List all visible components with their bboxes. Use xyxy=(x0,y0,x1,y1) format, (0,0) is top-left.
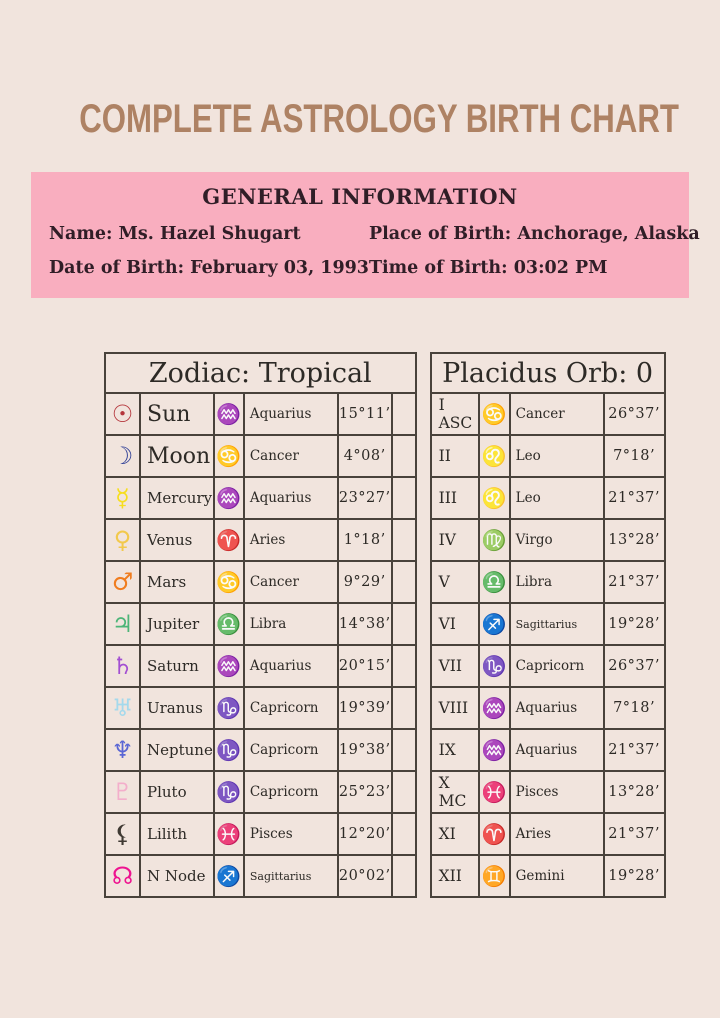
lilith-icon: ⚸ xyxy=(113,820,132,848)
sign-name: Sagittarius xyxy=(249,869,312,883)
degrees: 21°37’ xyxy=(608,742,660,758)
planet-row xyxy=(105,645,416,687)
venus-icon: ♀ xyxy=(113,526,132,554)
nnode-icon: ☊ xyxy=(111,862,134,890)
sign-name: Leo xyxy=(515,448,541,464)
house-row xyxy=(431,435,665,477)
degrees: 7°18’ xyxy=(613,448,656,464)
sign-name: Libra xyxy=(249,616,287,632)
sign-name: Capricorn xyxy=(515,658,585,674)
time-of-birth-field: Time of Birth: 03:02 PM xyxy=(368,258,608,278)
planet-row xyxy=(105,519,416,561)
sign-name: Aquarius xyxy=(515,742,578,758)
zodiac-table xyxy=(104,352,417,898)
general-info-right-column xyxy=(369,217,699,285)
planet-name: Jupiter xyxy=(147,615,200,633)
sign-name: Aries xyxy=(249,532,286,548)
degrees: 15°11’ xyxy=(338,406,391,422)
degrees: 12°20’ xyxy=(338,826,391,842)
capricorn-icon: ♑ xyxy=(481,653,507,678)
leo-icon: ♌ xyxy=(481,485,507,510)
degrees: 23°27’ xyxy=(338,490,391,506)
planet-row xyxy=(105,729,416,771)
degrees: 21°37’ xyxy=(608,826,660,842)
house-name: I ASC xyxy=(438,396,473,432)
planet-name: Uranus xyxy=(147,699,203,717)
planet-name: Venus xyxy=(147,531,193,549)
moon-icon: ☽ xyxy=(111,442,134,470)
gemini-icon: ♊ xyxy=(481,863,507,888)
sign-name: Pisces xyxy=(515,784,559,800)
degrees: 9°29’ xyxy=(343,574,386,590)
house-name: IV xyxy=(438,531,456,549)
house-row xyxy=(431,645,665,687)
degrees: 1°18’ xyxy=(343,532,386,548)
cancer-icon: ♋ xyxy=(216,443,242,468)
house-row xyxy=(431,771,665,813)
sign-name: Cancer xyxy=(515,406,565,422)
cancer-icon: ♋ xyxy=(481,401,507,426)
sign-name: Aquarius xyxy=(515,700,578,716)
house-row xyxy=(431,813,665,855)
sign-name: Gemini xyxy=(515,868,565,884)
house-name: XII xyxy=(438,867,462,885)
degrees: 13°28’ xyxy=(608,532,660,548)
general-info-fields xyxy=(31,209,700,285)
name-field: Name: Ms. Hazel Shugart xyxy=(49,224,301,244)
house-name: X MC xyxy=(438,774,467,810)
pluto-icon: ♇ xyxy=(111,778,134,806)
planet-name: Mars xyxy=(147,573,187,591)
sign-name: Pisces xyxy=(249,826,293,842)
general-info-left-column xyxy=(49,217,369,285)
house-row xyxy=(431,561,665,603)
planet-row xyxy=(105,561,416,603)
page-title: COMPLETE ASTROLOGY BIRTH CHART xyxy=(79,97,679,141)
house-row xyxy=(431,477,665,519)
house-name: VIII xyxy=(438,699,469,717)
degrees: 20°15’ xyxy=(338,658,391,674)
house-name: II xyxy=(438,447,451,465)
houses-table-header: Placidus Orb: 0 xyxy=(431,353,665,393)
sign-name: Aquarius xyxy=(249,406,312,422)
planet-name: Mercury xyxy=(147,489,213,507)
house-name: III xyxy=(438,489,457,507)
planet-name: N Node xyxy=(147,867,206,885)
degrees: 21°37’ xyxy=(608,490,660,506)
degrees: 19°28’ xyxy=(608,868,660,884)
capricorn-icon: ♑ xyxy=(216,695,242,720)
aries-icon: ♈ xyxy=(481,821,507,846)
degrees: 20°02’ xyxy=(338,868,391,884)
planet-row xyxy=(105,477,416,519)
sun-icon: ☉ xyxy=(111,400,134,428)
planet-row xyxy=(105,435,416,477)
degrees: 19°39’ xyxy=(338,700,391,716)
houses-table-header-row xyxy=(431,353,665,393)
sign-name: Aries xyxy=(515,826,552,842)
aquarius-icon: ♒ xyxy=(216,653,242,678)
libra-icon: ♎ xyxy=(216,611,242,636)
place-of-birth-field: Place of Birth: Anchorage, Alaska xyxy=(368,224,700,244)
uranus-icon: ♅ xyxy=(111,694,134,722)
degrees: 19°38’ xyxy=(338,742,391,758)
planet-row xyxy=(105,813,416,855)
aquarius-icon: ♒ xyxy=(481,695,507,720)
sign-name: Virgo xyxy=(515,532,553,548)
sign-name: Sagittarius xyxy=(515,617,578,631)
houses-table xyxy=(430,352,666,898)
house-row xyxy=(431,519,665,561)
pisces-icon: ♓ xyxy=(216,821,242,846)
degrees: 26°37’ xyxy=(608,658,660,674)
degrees: 21°37’ xyxy=(608,574,660,590)
planet-row xyxy=(105,603,416,645)
zodiac-table-header-row xyxy=(105,353,416,393)
capricorn-icon: ♑ xyxy=(216,779,242,804)
house-name: XI xyxy=(438,825,456,843)
house-name: IX xyxy=(438,741,456,759)
sign-name: Capricorn xyxy=(249,784,319,800)
planet-row xyxy=(105,687,416,729)
planet-name: Moon xyxy=(147,443,211,469)
date-of-birth-field: Date of Birth: February 03, 1993 xyxy=(49,258,369,278)
degrees: 19°28’ xyxy=(608,616,660,632)
sign-name: Leo xyxy=(515,490,541,506)
mercury-icon: ☿ xyxy=(115,484,130,512)
degrees: 13°28’ xyxy=(608,784,660,800)
planet-row xyxy=(105,771,416,813)
neptune-icon: ♆ xyxy=(111,736,134,764)
planet-name: Pluto xyxy=(147,783,187,801)
capricorn-icon: ♑ xyxy=(216,737,242,762)
planet-row xyxy=(105,855,416,897)
sign-name: Capricorn xyxy=(249,700,319,716)
saturn-icon: ♄ xyxy=(111,652,134,680)
virgo-icon: ♍ xyxy=(481,527,507,552)
house-row xyxy=(431,393,665,435)
libra-icon: ♎ xyxy=(481,569,507,594)
sign-name: Cancer xyxy=(249,574,299,590)
mars-icon: ♂ xyxy=(111,568,134,596)
sagittarius-icon: ♐ xyxy=(216,863,242,888)
house-row xyxy=(431,729,665,771)
house-row xyxy=(431,687,665,729)
chart-tables xyxy=(104,352,666,898)
leo-icon: ♌ xyxy=(481,443,507,468)
sign-name: Aquarius xyxy=(249,490,312,506)
cancer-icon: ♋ xyxy=(216,569,242,594)
sign-name: Libra xyxy=(515,574,553,590)
aquarius-icon: ♒ xyxy=(481,737,507,762)
degrees: 14°38’ xyxy=(338,616,391,632)
degrees: 4°08’ xyxy=(343,448,386,464)
house-name: V xyxy=(438,573,450,591)
pisces-icon: ♓ xyxy=(481,779,507,804)
general-info-heading: GENERAL INFORMATION xyxy=(202,184,518,209)
planet-name: Saturn xyxy=(147,657,199,675)
planet-name: Neptune xyxy=(147,741,213,759)
degrees: 26°37’ xyxy=(608,406,660,422)
zodiac-table-header: Zodiac: Tropical xyxy=(105,353,416,393)
house-row xyxy=(431,603,665,645)
sign-name: Capricorn xyxy=(249,742,319,758)
aquarius-icon: ♒ xyxy=(216,485,242,510)
aquarius-icon: ♒ xyxy=(216,401,242,426)
sign-name: Aquarius xyxy=(249,658,312,674)
house-name: VI xyxy=(438,615,456,633)
degrees: 25°23’ xyxy=(338,784,391,800)
degrees: 7°18’ xyxy=(613,700,656,716)
planet-name: Sun xyxy=(147,401,191,427)
planet-name: Lilith xyxy=(147,825,188,843)
general-info-panel xyxy=(31,172,700,298)
house-row xyxy=(431,855,665,897)
sagittarius-icon: ♐ xyxy=(481,611,507,636)
jupiter-icon: ♃ xyxy=(111,610,134,638)
house-name: VII xyxy=(438,657,463,675)
planet-row xyxy=(105,393,416,435)
sign-name: Cancer xyxy=(249,448,299,464)
aries-icon: ♈ xyxy=(216,527,242,552)
